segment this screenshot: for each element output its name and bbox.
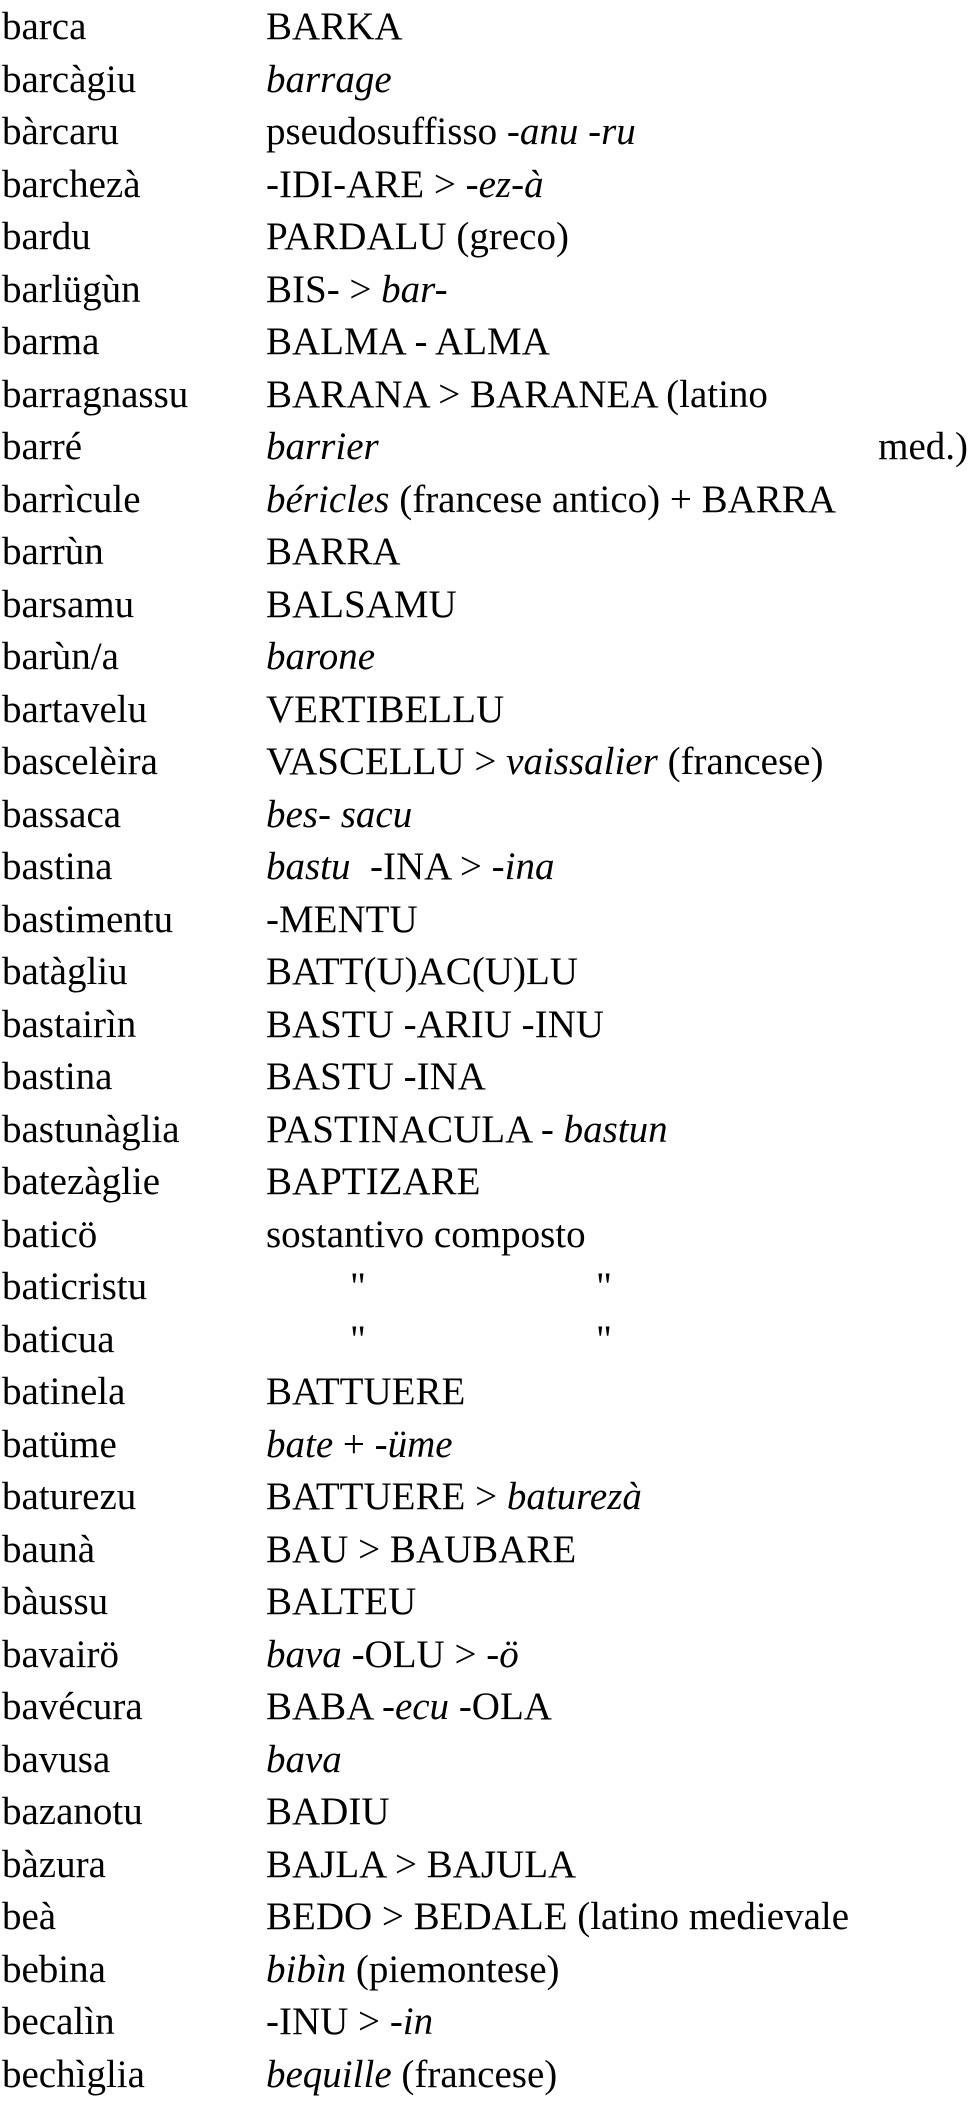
etymology-segment: (francese) [391,2052,558,2096]
etymology-segment: BATT(U)AC(U)LU [266,950,578,993]
etymology-segment: BALTEU [266,1580,417,1623]
dictionary-entry [0,368,970,421]
etymology-italic-segment: -ina [491,845,555,888]
etymology-segment: BATTUERE > [266,1475,507,1518]
entry-headword: barré [2,425,83,468]
ditto-mark: " [596,1317,612,1361]
etymology-segment: -IDI-ARE > [266,162,466,206]
dictionary-entry [0,1890,970,1943]
entry-headword: baturezu [2,1475,137,1518]
etymology-segment: (francese antico) + BARRA [389,477,836,521]
etymology-italic-segment: baturezà [506,1475,642,1518]
entry-headword: bastina [2,845,113,888]
entry-etymology [266,263,448,316]
dictionary-entry [0,210,970,263]
etymology-segment: PARDALU (greco) [266,215,569,258]
entry-continuation: med.) [878,425,968,468]
etymology-segment: BAJLA > BAJULA [266,1842,577,1886]
etymology-segment: sostantivo composto [266,1212,586,1256]
dictionary-entry [0,945,970,998]
entry-headword: baunà [2,1527,96,1571]
entry-etymology [266,0,403,53]
dictionary-entry [0,1365,970,1418]
entry-etymology [266,1103,668,1156]
entry-headword: barma [2,320,100,363]
entry-headword: batezàglie [2,1160,161,1203]
entry-headword: beà [2,1895,57,1938]
etymology-italic-segment: barrage [266,57,392,101]
dictionary-entry [0,53,970,106]
entry-etymology [266,1575,416,1628]
etymology-italic-segment: -ö [486,1632,519,1676]
etymology-segment: -MENTU [266,897,418,941]
dictionary-entry [0,420,970,473]
entry-headword: bascelèira [2,740,158,783]
entry-etymology [266,1523,576,1576]
entry-etymology [266,1733,342,1786]
dictionary-entry [0,1418,970,1471]
etymology-segment: VASCELLU > [266,740,507,783]
entry-headword: barùn/a [2,635,119,678]
entry-etymology [266,210,569,263]
etymology-italic-segment: vaissalier [506,740,658,783]
entry-headword: baticö [2,1212,98,1256]
entry-headword: barcàgiu [2,57,137,101]
dictionary-entry [0,315,970,368]
entry-etymology [266,1628,519,1681]
entry-etymology [266,53,392,106]
etymology-italic-segment: -ez-à [465,162,544,206]
etymology-segment: BAPTIZARE [266,1160,481,1203]
entry-headword: barsamu [2,582,135,626]
etymology-segment: VERTIBELLU [266,687,505,731]
entry-etymology [266,1418,453,1471]
dictionary-entry [0,1260,970,1313]
etymology-segment: BALMA - ALMA [266,320,550,363]
etymology-segment: pseudosuffisso [266,110,507,153]
dictionary-entry [0,1995,970,2048]
entry-etymology [266,473,836,526]
entry-headword: barlügùn [2,267,141,311]
entry-headword: bastimentu [2,897,174,941]
etymology-italic-segment: -ecu [381,1685,450,1728]
etymology-segment: BASTU -ARIU -INU [266,1002,604,1046]
etymology-italic-segment: bequille [266,2052,392,2096]
dictionary-entry [0,1628,970,1681]
entry-etymology [266,2048,557,2101]
dictionary-entry [0,683,970,736]
etymology-italic-segment: bar- [381,267,448,311]
entry-etymology [266,1943,560,1996]
dictionary-entry [0,840,970,893]
entry-headword: batüme [2,1422,117,1466]
etymology-italic-segment: bes- sacu [266,792,413,836]
dictionary-entry [0,2048,970,2101]
entry-etymology [266,630,375,683]
dictionary-entry [0,630,970,683]
ditto-mark: " [596,1265,612,1308]
dictionary-entry [0,1733,970,1786]
etymology-italic-segment: bastu [266,845,351,888]
dictionary-entry [0,998,970,1051]
etymology-segment: -INU > [266,2000,390,2043]
entry-headword: bechìglia [2,2052,145,2096]
entry-headword: baticua [2,1317,115,1361]
entry-etymology [266,788,412,841]
entry-etymology [266,1680,552,1733]
dictionary-entry [0,473,970,526]
dictionary-entry [0,1680,970,1733]
etymology-segment: BARANA > BARANEA (latino [266,372,768,416]
dictionary-entry [0,525,970,578]
entry-etymology [266,315,550,368]
entry-etymology [266,945,578,998]
etymology-segment: + [333,1422,375,1466]
dictionary-entry [0,0,970,53]
entry-headword: barrùn [2,530,104,573]
etymology-segment: -INA > [350,845,492,888]
etymology-italic-segment: bava [266,1737,342,1781]
entry-headword: bazanotu [2,1790,143,1833]
etymology-segment: BADIU [266,1790,390,1833]
entry-etymology [266,1155,481,1208]
entry-headword: bavusa [2,1737,111,1781]
etymology-segment: PASTINACULA - [266,1107,564,1151]
etymology-italic-segment: -üme [374,1422,453,1466]
entry-headword: bavairö [2,1632,119,1676]
entry-headword: baticristu [2,1265,148,1308]
etymology-segment: BAU > BAUBARE [266,1527,577,1571]
etymology-segment: -OLU > [341,1632,487,1676]
entry-headword: bàussu [2,1580,109,1623]
entry-etymology [266,1208,586,1261]
etymology-segment: BASTU -INA [266,1055,486,1098]
dictionary-entry [0,263,970,316]
entry-etymology [266,683,504,736]
dictionary-entry [0,1208,970,1261]
entry-headword: barchezà [2,162,141,206]
entry-headword: bavécura [2,1685,143,1728]
entry-etymology [266,735,823,788]
etymology-segment: BARKA [266,5,403,48]
entry-etymology [266,105,636,158]
etymology-segment: BEDO > BEDALE (latino medievale [266,1895,850,1938]
etymology-segment: BARRA [266,530,401,573]
entry-headword: becalìn [2,2000,115,2043]
ditto-mark: " [350,1265,366,1308]
entry-headword: batinela [2,1370,126,1413]
entry-headword: bastairìn [2,1002,137,1046]
dictionary-entry [0,1575,970,1628]
dictionary-entry [0,735,970,788]
etymology-italic-segment: -in [389,2000,434,2043]
dictionary-entry [0,893,970,946]
entry-etymology [266,840,555,893]
entry-etymology [266,525,400,578]
entry-headword: batàgliu [2,950,128,993]
etymology-segment: (francese) [657,740,824,783]
entry-headword: bebina [2,1947,106,1991]
dictionary-entry [0,1103,970,1156]
etymology-segment: -OLA [449,1685,552,1728]
dictionary-entry [0,158,970,211]
etymology-italic-segment: béricles [266,477,390,521]
etymology-italic-segment: bibìn [266,1947,347,1991]
dictionary-entry [0,1523,970,1576]
dictionary-entry [0,1470,970,1523]
entry-headword: bartavelu [2,687,148,731]
etymology-italic-segment: bate [266,1422,334,1466]
entry-headword: barragnassu [2,372,189,416]
etymology-segment: BABA [266,1685,382,1728]
dictionary-entry [0,1050,970,1103]
entry-etymology [266,998,604,1051]
entry-headword: bàrcaru [2,110,119,153]
dictionary-entry [0,1313,970,1366]
entry-etymology [266,1470,642,1523]
etymology-italic-segment: bava [266,1632,342,1676]
entry-headword: bardu [2,215,91,258]
entry-etymology [266,1995,433,2048]
dictionary-entry [0,105,970,158]
ditto-mark: " [350,1317,366,1361]
etymology-segment: BIS- > [266,267,382,311]
etymology-italic-segment: barrier [266,425,379,468]
etymology-segment: BATTUERE [266,1370,466,1413]
entry-headword: bastina [2,1055,113,1098]
entry-etymology [266,1838,576,1891]
dictionary-entry [0,1838,970,1891]
etymology-segment: BALSAMU [266,582,457,626]
entry-etymology [266,1050,486,1103]
entry-etymology [266,1890,849,1943]
etymology-segment: (piemontese) [346,1947,560,1991]
entry-headword: bassaca [2,792,122,836]
entry-headword: barrìcule [2,477,141,521]
dictionary-entry [0,1155,970,1208]
etymology-italic-segment: barone [266,635,376,678]
entry-etymology [266,1785,390,1838]
entry-etymology [266,578,457,631]
entry-etymology [266,158,544,211]
entry-etymology [266,420,379,473]
etymology-italic-segment: bastun [563,1107,668,1151]
dictionary-entry [0,578,970,631]
entry-etymology [266,893,418,946]
entry-etymology [266,368,768,421]
dictionary-entry [0,1785,970,1838]
entry-headword: barca [2,5,87,48]
entry-headword: bastunàglia [2,1107,180,1151]
entry-etymology [266,1365,465,1418]
dictionary-entry [0,788,970,841]
etymology-italic-segment: -anu -ru [506,110,636,153]
dictionary-entry [0,1943,970,1996]
entry-headword: bàzura [2,1842,106,1886]
